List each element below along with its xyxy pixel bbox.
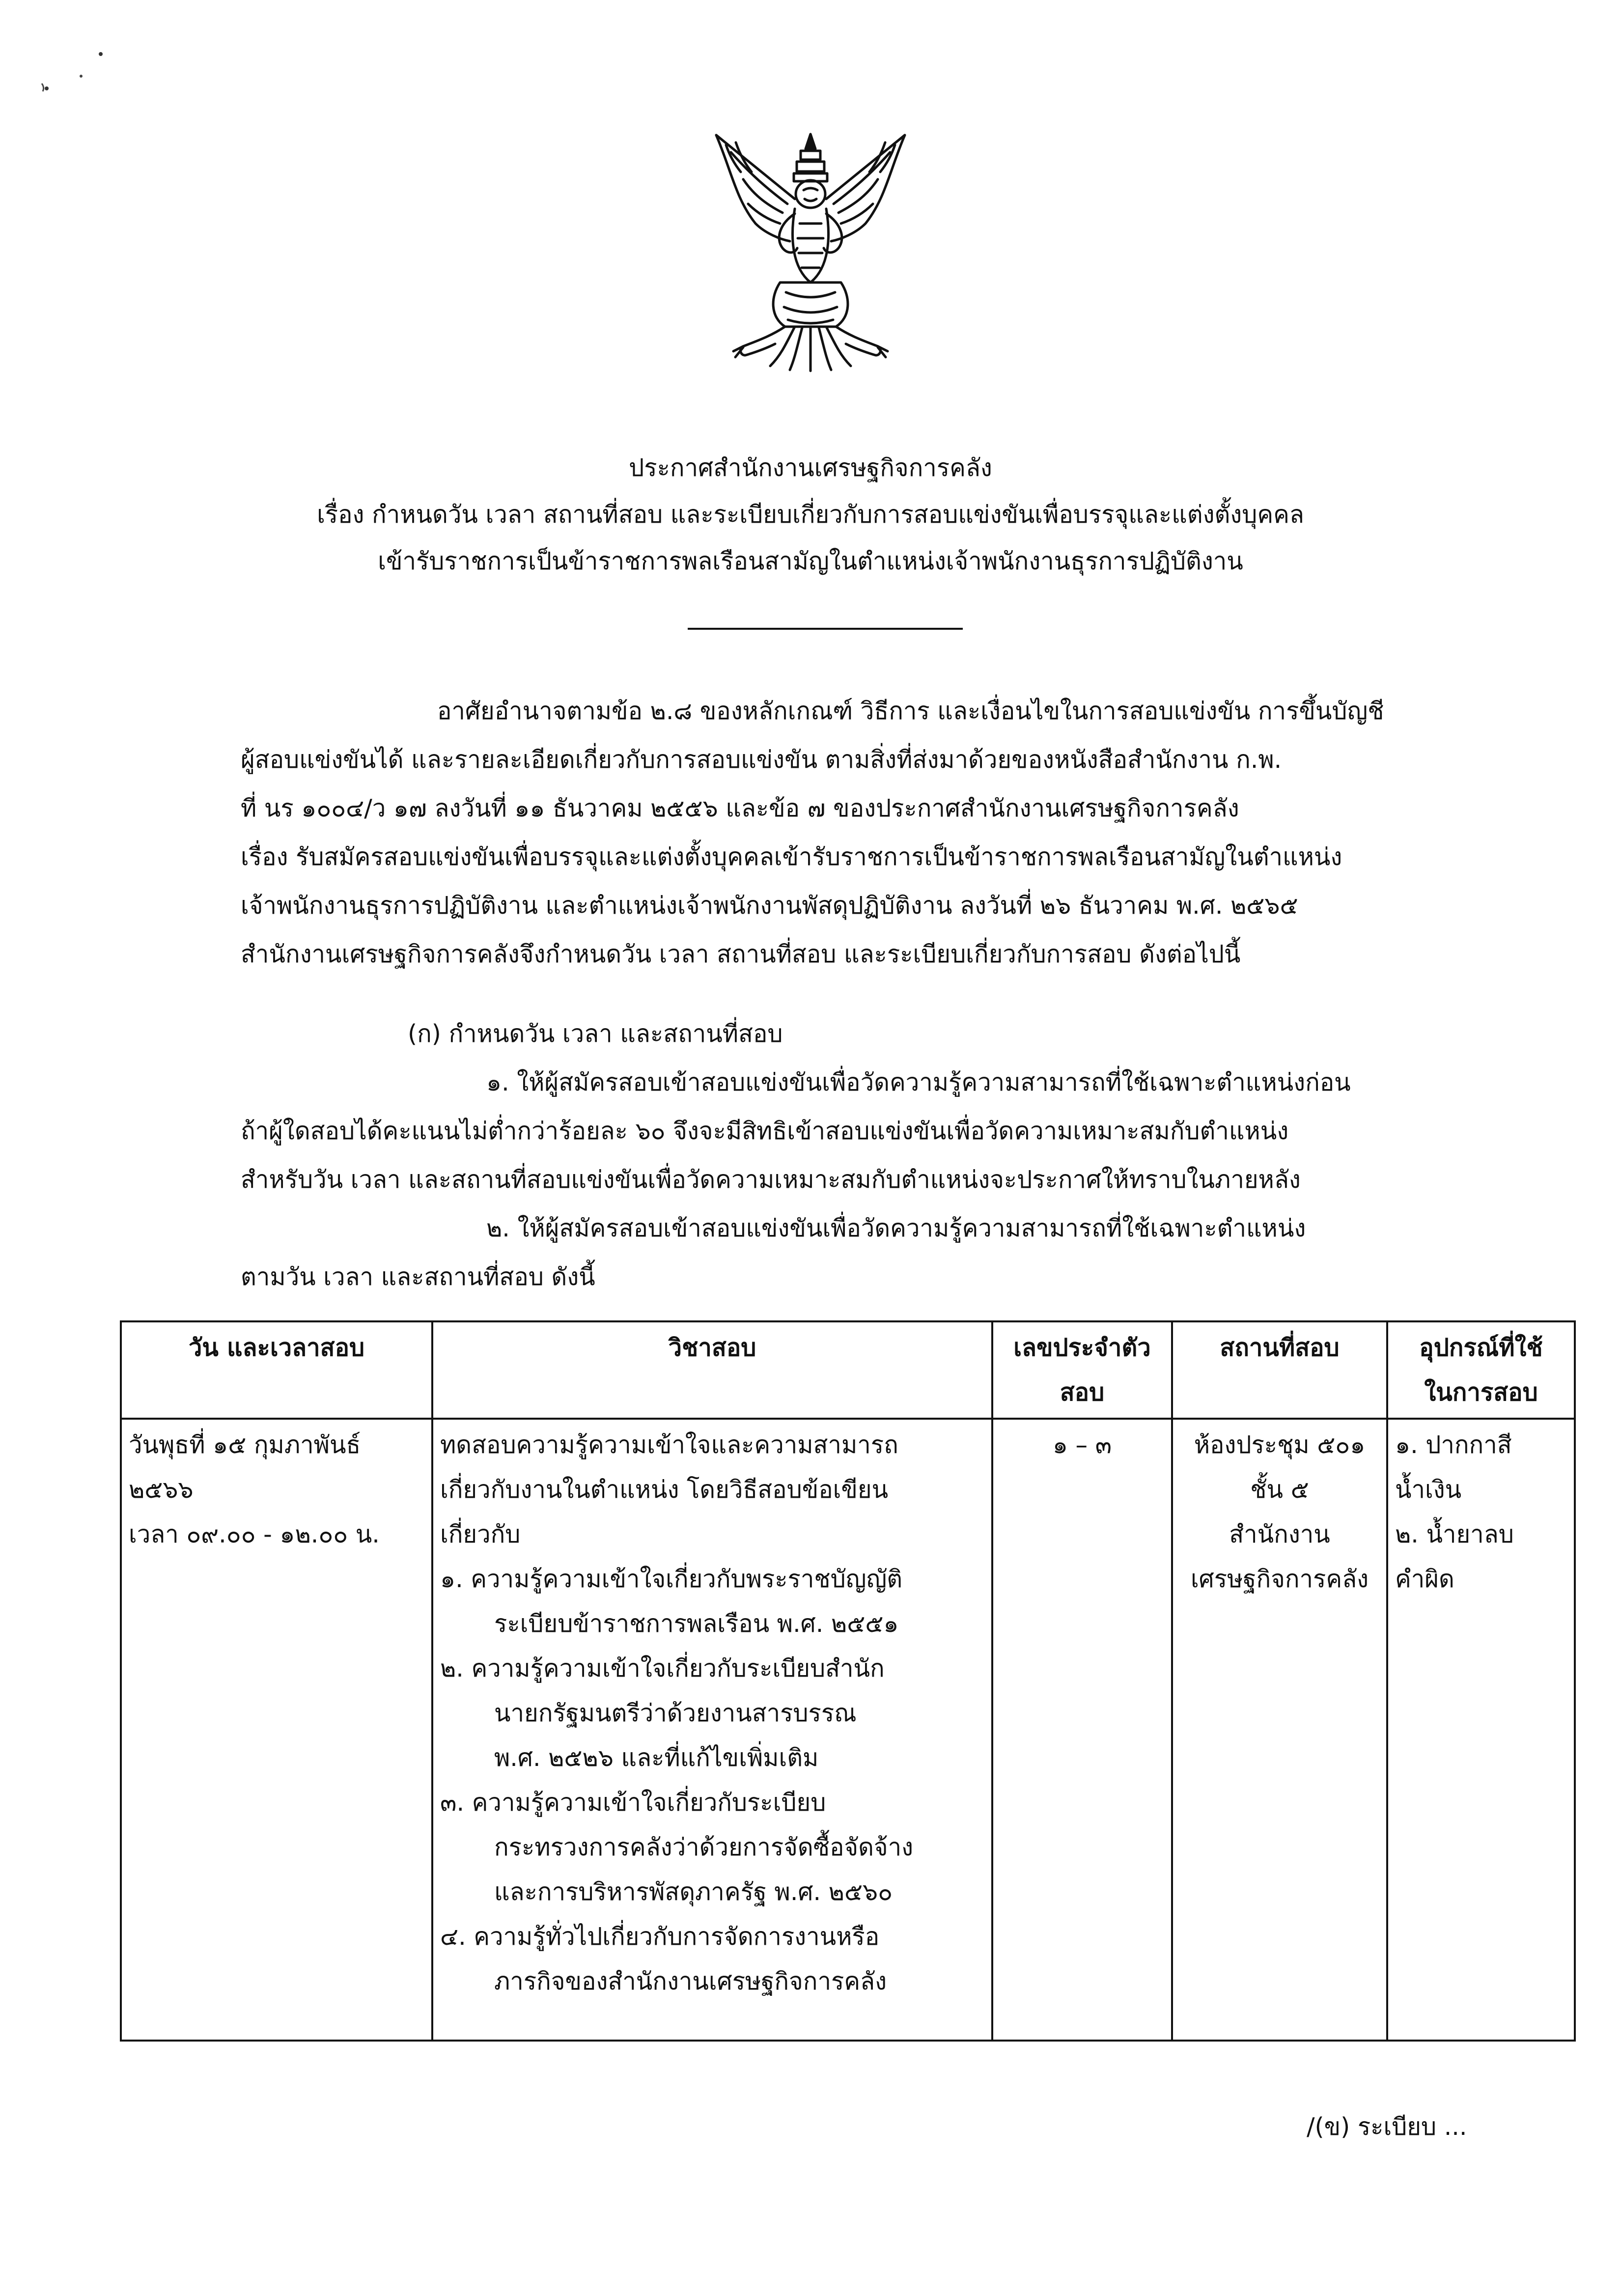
- section-a-title: (ก) กำหนดวัน เวลา และสถานที่สอบ: [408, 1020, 783, 1048]
- item-1-line: ๑. ให้ผู้สมัครสอบเข้าสอบแข่งขันเพื่อวัดความรู้ความสามารถที่ใช้เฉพาะตำแหน่งก่อน: [486, 1068, 1351, 1096]
- intro-line: อาศัยอำนาจตามข้อ ๒.๘ ของหลักเกณฑ์ วิธีการ และเงื่อนไขในการสอบแข่งขัน การขึ้นบัญชี: [437, 697, 1384, 725]
- office-title: ประกาศสำนักงานเศรษฐกิจการคลัง: [629, 454, 992, 482]
- continuation-note: /(ข) ระเบียบ ...: [1307, 2113, 1467, 2141]
- intro-line: เจ้าพนักงานธุรการปฏิบัติงาน และตำแหน่งเจ้าพนักงานพัสดุปฏิบัติงาน ลงวันที่ ๒๖ ธันวาคม พ.ศ. ๒๕๖๕: [241, 892, 1298, 920]
- cell-seat-range: ๑ – ๓: [992, 1419, 1172, 2041]
- cell-subject: ทดสอบความรู้ความเข้าใจและความสามารถ เกี่ยวกับงานในตำแหน่ง โดยวิธีสอบข้อเขียน เกี่ยวกับ ๑. ความรู้ความเข้าใจเกี่ยวกับพระราชบัญญัติ ระเบียบข้าราชการพลเรือน พ.ศ. ๒๕๕๑ ๒. ความรู้ความเข้าใจเกี่ยวกับระเบียบสำนัก นายกรัฐมนตรีว่าด้วยงานสารบรรณ พ.ศ. ๒๕๒๖ และที่แก้ไขเพิ่มเติม ๓. ความรู้ความเข้าใจเกี่ยวกับระเบียบ กระทรวงการคลังว่าด้วยการจัดซื้อจัดจ้าง และการบริหารพัสดุภาครัฐ พ.ศ. ๒๕๖๐ ๔. ความรู้ทั่วไปเกี่ยวกับการจัดการงานหรือ ภารกิจของสำนักงานเศรษฐกิจการคลัง: [432, 1419, 992, 2041]
- cell-venue: ห้องประชุม ๕๐๑ ชั้น ๕ สำนักงาน เศรษฐกิจการคลัง: [1172, 1419, 1387, 2041]
- exam-schedule-table: [120, 1320, 1576, 2042]
- topic-item: ๒. ความรู้ความเข้าใจเกี่ยวกับระเบียบสำนัก: [440, 1654, 885, 1682]
- announcement-header: [147, 445, 1474, 585]
- subject-line-1: เรื่อง กำหนดวัน เวลา สถานที่สอบ และระเบียบเกี่ยวกับการสอบแข่งขันเพื่อบรรจุและแต่งตั้งบุคคล: [317, 501, 1304, 529]
- header-venue: สถานที่สอบ: [1172, 1321, 1387, 1419]
- intro-line: สำนักงานเศรษฐกิจการคลังจึงกำหนดวัน เวลา สถานที่สอบ และระเบียบเกี่ยวกับการสอบ ดังต่อไปนี้: [241, 940, 1241, 968]
- header-date: วัน และเวลาสอบ: [121, 1321, 432, 1419]
- item-1-line: สำหรับวัน เวลา และสถานที่สอบแข่งขันเพื่อวัดความเหมาะสมกับตำแหน่งจะประกาศให้ทราบในภายหลัง: [241, 1166, 1301, 1194]
- item-2-line: ๒. ให้ผู้สมัครสอบเข้าสอบแข่งขันเพื่อวัดความรู้ความสามารถที่ใช้เฉพาะตำแหน่ง: [486, 1214, 1306, 1242]
- cell-date: วันพุธที่ ๑๕ กุมภาพันธ์ ๒๕๖๖ เวลา ๐๙.๐๐ - ๑๒.๐๐ น.: [121, 1419, 432, 2041]
- topic-item: ๓. ความรู้ความเข้าใจเกี่ยวกับระเบียบ: [440, 1789, 826, 1817]
- cell-equipment: ๑. ปากกาสี น้ำเงิน ๒. น้ำยาลบ คำผิด: [1387, 1419, 1575, 2041]
- subject-line-2: เข้ารับราชการเป็นข้าราชการพลเรือนสามัญในตำแหน่งเจ้าพนักงานธุรการปฏิบัติงาน: [378, 547, 1243, 575]
- intro-paragraph: [241, 687, 1528, 979]
- header-subject: วิชาสอบ: [432, 1321, 992, 1419]
- scan-specks: [27, 39, 125, 103]
- header-seat-number: เลขประจำตัว สอบ: [992, 1321, 1172, 1419]
- section-a: [241, 1009, 1528, 1301]
- topic-item: ๑. ความรู้ความเข้าใจเกี่ยวกับพระราชบัญญัติ: [440, 1565, 903, 1593]
- intro-line: เรื่อง รับสมัครสอบแข่งขันเพื่อบรรจุและแต่งตั้งบุคคลเข้ารับราชการเป็นข้าราชการพลเรือนสามัญในตำแหน่ง: [241, 843, 1342, 871]
- header-equipment: อุปกรณ์ที่ใช้ ในการสอบ: [1387, 1321, 1575, 1419]
- garuda-emblem-icon: [697, 125, 924, 376]
- intro-line: ที่ นร ๑๐๐๔/ว ๑๗ ลงวันที่ ๑๑ ธันวาคม ๒๕๕๖ และข้อ ๗ ของประกาศสำนักงานเศรษฐกิจการคลัง: [241, 794, 1239, 822]
- header-divider: [688, 628, 963, 630]
- item-1-line: ถ้าผู้ใดสอบได้คะแนนไม่ต่ำกว่าร้อยละ ๖๐ จึงจะมีสิทธิเข้าสอบแข่งขันเพื่อวัดความเหมาะสมกับตำแหน่ง: [241, 1117, 1289, 1145]
- table-header-row: [121, 1321, 1575, 1419]
- table-row: [121, 1419, 1575, 2041]
- item-2-line: ตามวัน เวลา และสถานที่สอบ ดังนี้: [241, 1263, 595, 1291]
- intro-line: ผู้สอบแข่งขันได้ และรายละเอียดเกี่ยวกับการสอบแข่งขัน ตามสิ่งที่ส่งมาด้วยของหนังสือสำนักงาน ก.พ.: [241, 746, 1282, 774]
- topic-item: ๔. ความรู้ทั่วไปเกี่ยวกับการจัดการงานหรือ: [440, 1923, 880, 1951]
